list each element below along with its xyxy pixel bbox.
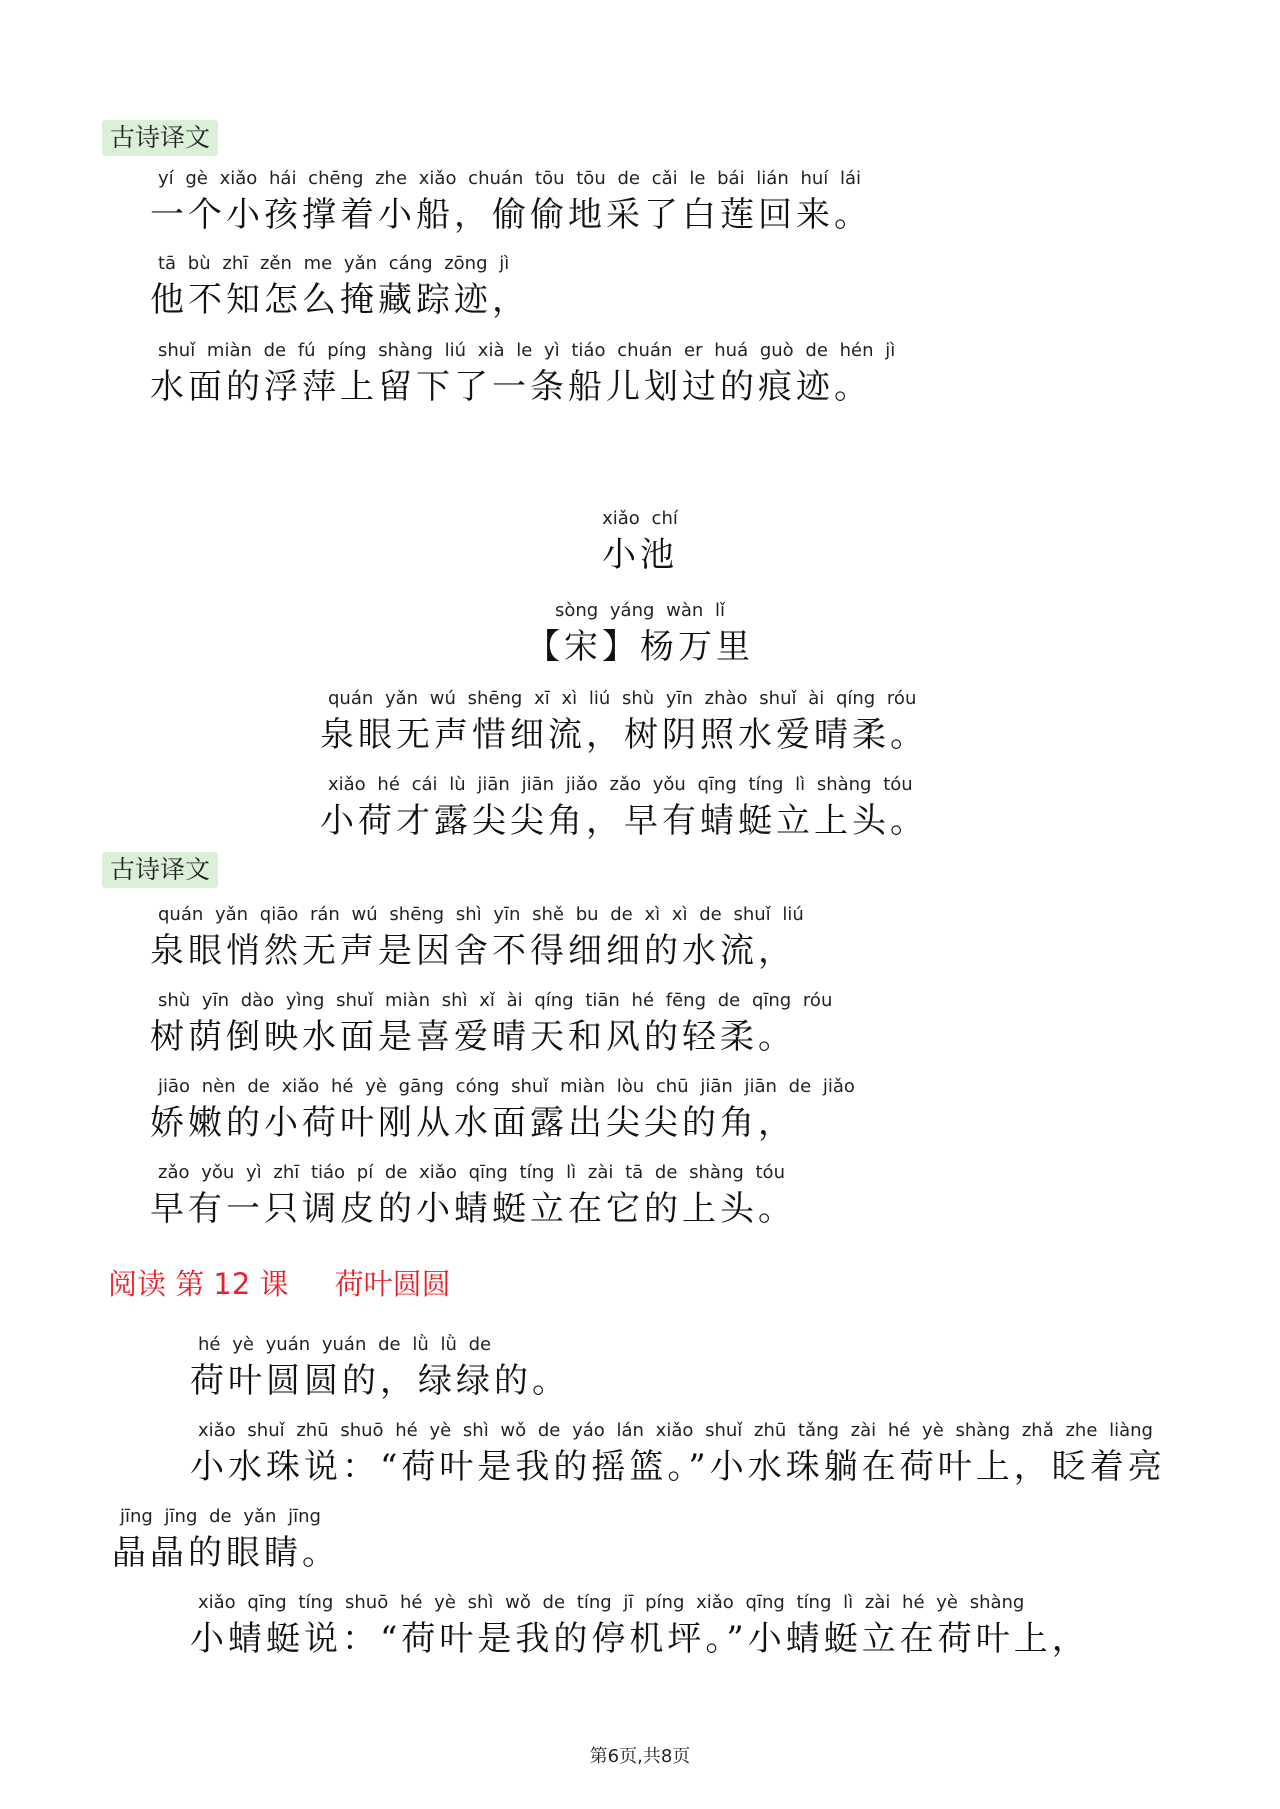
text-line	[150, 340, 896, 407]
poem-line	[320, 774, 928, 841]
section-tag: 古诗译文	[102, 120, 218, 156]
hanzi-line: 【宋】杨万里	[526, 627, 754, 667]
pinyin-line: tā bù zhī zěn me yǎn cáng zōng jì	[158, 253, 510, 274]
text-line	[150, 168, 872, 235]
text-line	[190, 1592, 1090, 1659]
hanzi-line: 一个小孩撑着小船，偷偷地采了白莲回来。	[150, 195, 872, 235]
pinyin-line: xiǎo shuǐ zhū shuō hé yè shì wǒ de yáo lán xiǎo shuǐ zhū tǎng zài hé yè shàng zhǎ zhe liàng	[198, 1420, 1153, 1441]
pinyin-line: xiǎo chí	[602, 508, 678, 529]
pinyin-line: hé yè yuán yuán de lǜ lǜ de	[198, 1334, 492, 1355]
pinyin-line: jīng jīng de yǎn jīng	[120, 1506, 321, 1527]
hanzi-line: 娇嫩的小荷叶刚从水面露出尖尖的角，	[150, 1103, 796, 1143]
lesson-number: 阅读 第 12 课	[108, 1267, 289, 1301]
hanzi-line: 荷叶圆圆的，绿绿的。	[190, 1361, 570, 1401]
text-line	[150, 1162, 796, 1229]
hanzi-line: 早有一只调皮的小蜻蜓立在它的上头。	[150, 1189, 796, 1229]
pinyin-line: zǎo yǒu yì zhī tiáo pí de xiǎo qīng tíng lì zài tā de shàng tóu	[158, 1162, 785, 1183]
text-line	[112, 1506, 340, 1573]
section-tag: 古诗译文	[102, 852, 218, 888]
hanzi-line: 树荫倒映水面是喜爱晴天和风的轻柔。	[150, 1017, 796, 1057]
pinyin-line: yí gè xiǎo hái chēng zhe xiǎo chuán tōu tōu de cǎi le bái lián huí lái	[158, 168, 862, 189]
hanzi-line: 他不知怎么掩藏踪迹，	[150, 280, 530, 320]
pinyin-line: sòng yáng wàn lǐ	[554, 600, 726, 621]
text-line	[190, 1420, 1166, 1487]
pinyin-line: quán yǎn wú shēng xī xì liú shù yīn zhào shuǐ ài qíng róu	[328, 688, 917, 709]
hanzi-line: 小水珠说：“荷叶是我的摇篮。”小水珠躺在荷叶上，眨着亮	[190, 1447, 1166, 1487]
hanzi-line: 泉眼悄然无声是因舍不得细细的水流，	[150, 931, 796, 971]
text-line	[150, 253, 530, 320]
hanzi-line: 水面的浮萍上留下了一条船儿划过的痕迹。	[150, 367, 872, 407]
lesson-title: 荷叶圆圆	[334, 1267, 451, 1301]
pinyin-line: jiāo nèn de xiǎo hé yè gāng cóng shuǐ miàn lòu chū jiān jiān de jiǎo	[158, 1076, 855, 1097]
pinyin-line: xiǎo hé cái lù jiān jiān jiǎo zǎo yǒu qīng tíng lì shàng tóu	[328, 774, 913, 795]
poem-line	[320, 688, 928, 755]
text-line	[150, 990, 833, 1057]
poem-title	[0, 508, 1280, 575]
pinyin-line: xiǎo qīng tíng shuō hé yè shì wǒ de tíng jī píng xiǎo qīng tíng lì zài hé yè shàng	[198, 1592, 1025, 1613]
hanzi-line: 泉眼无声惜细流，树阴照水爱晴柔。	[320, 715, 928, 755]
hanzi-line: 小荷才露尖尖角，早有蜻蜓立上头。	[320, 801, 928, 841]
text-line	[150, 904, 804, 971]
page-number: 第6页,共8页	[589, 1746, 691, 1767]
text-line	[150, 1076, 855, 1143]
hanzi-line: 晶晶的眼睛。	[112, 1533, 340, 1573]
pinyin-line: quán yǎn qiāo rán wú shēng shì yīn shě bu de xì xì de shuǐ liú	[158, 904, 804, 925]
pinyin-line: shù yīn dào yìng shuǐ miàn shì xǐ ài qíng tiān hé fēng de qīng róu	[158, 990, 833, 1011]
pinyin-line: shuǐ miàn de fú píng shàng liú xià le yì tiáo chuán er huá guò de hén jì	[158, 340, 896, 361]
text-line	[190, 1334, 570, 1401]
lesson-heading	[108, 1262, 451, 1303]
hanzi-line: 小蜻蜓说：“荷叶是我的停机坪。”小蜻蜓立在荷叶上，	[190, 1619, 1090, 1659]
hanzi-line: 小池	[602, 535, 678, 575]
poem-author	[0, 600, 1280, 667]
